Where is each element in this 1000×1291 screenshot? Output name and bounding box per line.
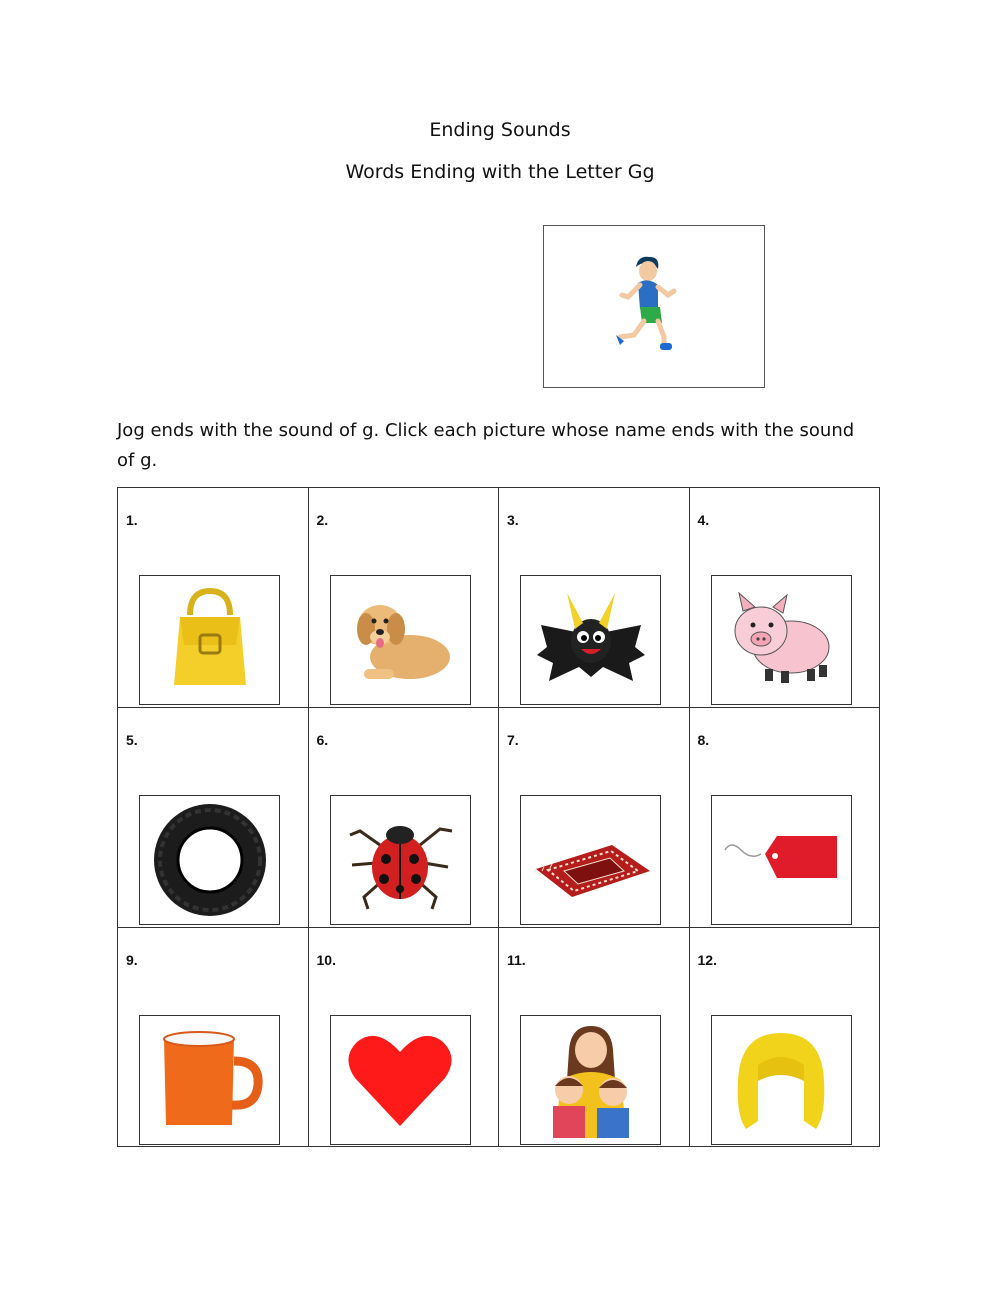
picture-rug[interactable] [520, 795, 661, 925]
page-title: Ending Sounds [429, 119, 571, 141]
item-number: 5. [126, 732, 138, 748]
grid-cell [689, 928, 880, 1147]
item-number: 9. [126, 952, 138, 968]
grid-cell [499, 708, 690, 928]
page-subtitle: Words Ending with the Letter Gg [345, 161, 655, 183]
ladybug-icon [340, 805, 460, 915]
grid-cell [499, 488, 690, 708]
picture-ladybug[interactable] [330, 795, 471, 925]
picture-bat[interactable] [520, 575, 661, 705]
wig-icon [726, 1025, 836, 1135]
heart-icon [345, 1030, 455, 1130]
grid-cell [308, 928, 499, 1147]
grid-cell [499, 928, 690, 1147]
picture-wig[interactable] [711, 1015, 852, 1145]
picture-dog[interactable] [330, 575, 471, 705]
grid-cell [118, 928, 309, 1147]
example-picture-jog [543, 225, 765, 388]
item-number: 10. [316, 952, 336, 968]
picture-heart[interactable] [330, 1015, 471, 1145]
tire-icon [150, 800, 270, 920]
grid-cell [689, 708, 880, 928]
bag-icon [160, 585, 260, 695]
grid-cell [308, 488, 499, 708]
item-number: 12. [697, 952, 717, 968]
picture-tag[interactable] [711, 795, 852, 925]
bat-icon [531, 585, 651, 695]
picture-tire[interactable] [139, 795, 280, 925]
jogging-boy-icon [614, 251, 694, 361]
item-number: 1. [126, 512, 138, 528]
grid-cell [118, 488, 309, 708]
dog-icon [340, 585, 460, 695]
item-number: 2. [316, 512, 329, 528]
instructions: Jog ends with the sound of g. Click each picture whose name ends with the sound of g. [117, 420, 855, 471]
hug-icon [531, 1020, 651, 1140]
grid-cell [308, 708, 499, 928]
item-number: 3. [507, 512, 519, 528]
rug-icon [526, 815, 656, 905]
grid-cell [118, 708, 309, 928]
grid-cell [689, 488, 880, 708]
item-number: 6. [316, 732, 329, 748]
tag-icon [721, 820, 841, 900]
picture-bag[interactable] [139, 575, 280, 705]
picture-pig[interactable] [711, 575, 852, 705]
item-number: 4. [697, 512, 710, 528]
item-number: 7. [507, 732, 519, 748]
item-number: 11. [507, 952, 526, 968]
pig-icon [721, 585, 841, 695]
mug-icon [150, 1025, 270, 1135]
picture-mug[interactable] [139, 1015, 280, 1145]
picture-grid [117, 487, 880, 1147]
item-number: 8. [697, 732, 710, 748]
picture-hug[interactable] [520, 1015, 661, 1145]
